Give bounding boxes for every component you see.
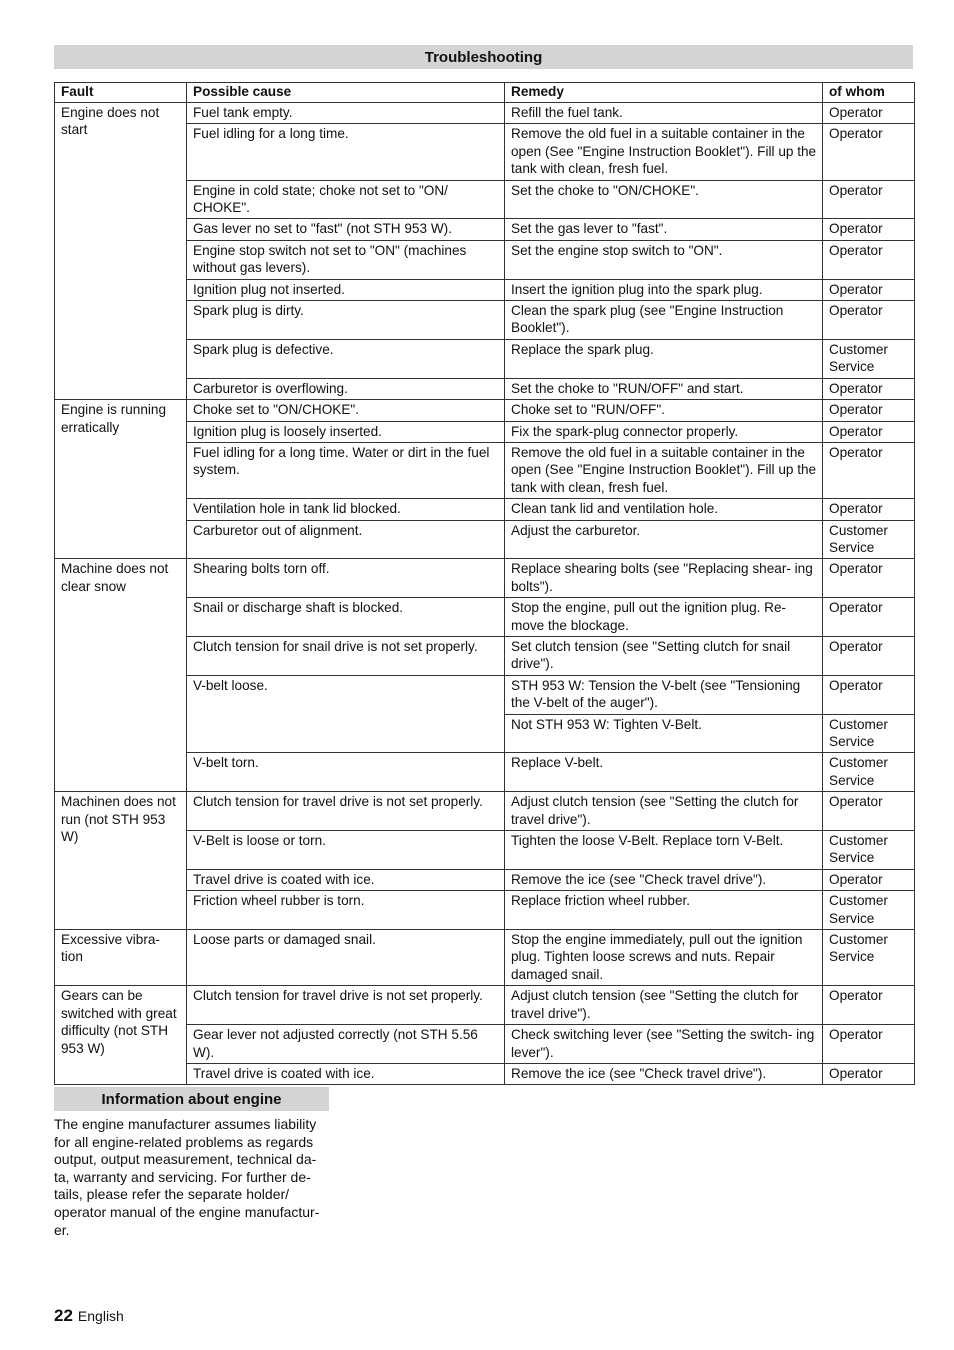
cause-cell: Carburetor out of alignment. [187, 520, 505, 559]
remedy-cell: Stop the engine, pull out the ignition plug. Re- move the blockage. [505, 598, 823, 637]
remedy-cell: Remove the ice (see "Check travel drive"). [505, 869, 823, 890]
remedy-cell: Adjust clutch tension (see "Setting the clutch for travel drive"). [505, 792, 823, 831]
remedy-cell: Replace friction wheel rubber. [505, 891, 823, 930]
who-cell: Operator [823, 1025, 915, 1064]
table-row [55, 986, 915, 1025]
fault-cell: Gears can be switched with great difficulty (not STH 953 W) [55, 986, 187, 1085]
remedy-cell: Replace the spark plug. [505, 339, 823, 378]
remedy-cell: Remove the old fuel in a suitable container in the open (See "Engine Instruction Booklet"). Fill up the tank with clean, fresh fuel. [505, 124, 823, 180]
section-title-engine-info [54, 1087, 329, 1111]
cause-cell: Gas lever no set to "fast" (not STH 953 W). [187, 219, 505, 240]
header-remedy: Remedy [505, 83, 823, 103]
cause-cell: Clutch tension for snail drive is not set properly. [187, 636, 505, 675]
table-row [55, 930, 915, 986]
cause-cell: Clutch tension for travel drive is not set properly. [187, 986, 505, 1025]
remedy-cell: Refill the fuel tank. [505, 103, 823, 124]
who-cell: Operator [823, 301, 915, 340]
cause-cell: Friction wheel rubber is torn. [187, 891, 505, 930]
who-cell: Operator [823, 559, 915, 598]
who-cell: Operator [823, 442, 915, 498]
who-cell: Operator [823, 499, 915, 520]
remedy-cell: Set clutch tension (see "Setting clutch for snail drive"). [505, 636, 823, 675]
header-of-whom: of whom [823, 83, 915, 103]
who-cell: Customer Service [823, 714, 915, 753]
cause-cell: Travel drive is coated with ice. [187, 869, 505, 890]
cause-cell: V-belt loose. [187, 675, 505, 753]
who-cell: Operator [823, 400, 915, 421]
cause-cell: Clutch tension for travel drive is not set properly. [187, 792, 505, 831]
who-cell: Customer Service [823, 930, 915, 986]
who-cell: Operator [823, 869, 915, 890]
page-language: English [77, 1308, 124, 1324]
cause-cell: Spark plug is dirty. [187, 301, 505, 340]
who-cell: Operator [823, 124, 915, 180]
cause-cell: Fuel idling for a long time. [187, 124, 505, 180]
remedy-cell: Remove the old fuel in a suitable container in the open (See "Engine Instruction Booklet"). Fill up the tank with clean, fresh fuel. [505, 442, 823, 498]
who-cell: Customer Service [823, 891, 915, 930]
who-cell: Operator [823, 636, 915, 675]
cause-cell: Ignition plug is loosely inserted. [187, 421, 505, 442]
who-cell: Operator [823, 378, 915, 399]
remedy-cell: Remove the ice (see "Check travel drive"). [505, 1063, 823, 1084]
remedy-cell: Adjust clutch tension (see "Setting the clutch for travel drive"). [505, 986, 823, 1025]
cause-cell: Loose parts or damaged snail. [187, 930, 505, 986]
remedy-cell: Tighten the loose V-Belt. Replace torn V-Belt. [505, 831, 823, 870]
fault-cell: Excessive vibra- tion [55, 930, 187, 986]
remedy-cell: Clean the spark plug (see "Engine Instruction Booklet"). [505, 301, 823, 340]
who-cell: Operator [823, 675, 915, 714]
fault-cell: Engine is running erratically [55, 400, 187, 559]
who-cell: Operator [823, 421, 915, 442]
who-cell: Operator [823, 986, 915, 1025]
cause-cell: Fuel tank empty. [187, 103, 505, 124]
table-row [55, 792, 915, 831]
remedy-cell: Set the choke to "RUN/OFF" and start. [505, 378, 823, 399]
fault-cell: Engine does not start [55, 103, 187, 400]
who-cell: Operator [823, 792, 915, 831]
cause-cell: Travel drive is coated with ice. [187, 1063, 505, 1084]
header-fault: Fault [55, 83, 187, 103]
remedy-cell: Stop the engine immediately, pull out the ignition plug. Tighten loose screws and nuts. Repair damaged snail. [505, 930, 823, 986]
who-cell: Operator [823, 180, 915, 219]
remedy-cell: Replace V-belt. [505, 753, 823, 792]
remedy-cell: Check switching lever (see "Setting the switch- ing lever"). [505, 1025, 823, 1064]
cause-cell: Spark plug is defective. [187, 339, 505, 378]
remedy-cell: STH 953 W: Tension the V-belt (see "Tensioning the V-belt of the auger"). [505, 675, 823, 714]
page-number: 22 [54, 1306, 73, 1325]
remedy-cell: Adjust the carburetor. [505, 520, 823, 559]
cause-cell: Fuel idling for a long time. Water or dirt in the fuel system. [187, 442, 505, 498]
cause-cell: Choke set to "ON/CHOKE". [187, 400, 505, 421]
cause-cell: Gear lever not adjusted correctly (not STH 5.56 W). [187, 1025, 505, 1064]
cause-cell: V-Belt is loose or torn. [187, 831, 505, 870]
who-cell: Customer Service [823, 831, 915, 870]
who-cell: Operator [823, 240, 915, 279]
cause-cell: Engine in cold state; choke not set to "ON/ CHOKE". [187, 180, 505, 219]
who-cell: Operator [823, 1063, 915, 1084]
section-title-troubleshooting [54, 45, 913, 69]
fault-cell: Machine does not clear snow [55, 559, 187, 792]
who-cell: Operator [823, 279, 915, 300]
remedy-cell: Not STH 953 W: Tighten V-Belt. [505, 714, 823, 753]
troubleshooting-table [54, 82, 915, 1085]
cause-cell: V-belt torn. [187, 753, 505, 792]
engine-info-title: Information about engine [101, 1090, 282, 1108]
table-row [55, 400, 915, 421]
who-cell: Customer Service [823, 753, 915, 792]
troubleshooting-table-body [55, 103, 915, 1085]
remedy-cell: Choke set to "RUN/OFF". [505, 400, 823, 421]
remedy-cell: Insert the ignition plug into the spark plug. [505, 279, 823, 300]
table-header-row [55, 83, 915, 103]
remedy-cell: Set the gas lever to "fast". [505, 219, 823, 240]
fault-cell: Machinen does not run (not STH 953 W) [55, 792, 187, 930]
header-possible-cause: Possible cause [187, 83, 505, 103]
remedy-cell: Set the choke to "ON/CHOKE". [505, 180, 823, 219]
cause-cell: Engine stop switch not set to "ON" (machines without gas levers). [187, 240, 505, 279]
remedy-cell: Fix the spark-plug connector properly. [505, 421, 823, 442]
who-cell: Operator [823, 103, 915, 124]
remedy-cell: Set the engine stop switch to "ON". [505, 240, 823, 279]
remedy-cell: Clean tank lid and ventilation hole. [505, 499, 823, 520]
who-cell: Operator [823, 598, 915, 637]
remedy-cell: Replace shearing bolts (see "Replacing shear- ing bolts"). [505, 559, 823, 598]
cause-cell: Shearing bolts torn off. [187, 559, 505, 598]
table-row [55, 559, 915, 598]
table-row [55, 103, 915, 124]
page-footer [54, 1306, 124, 1326]
cause-cell: Ventilation hole in tank lid blocked. [187, 499, 505, 520]
cause-cell: Ignition plug not inserted. [187, 279, 505, 300]
who-cell: Customer Service [823, 520, 915, 559]
engine-info-paragraph: The engine manufacturer assumes liability for all engine-related problems as regards output, output measurement, technical da- ta, warranty and servicing. For further de- tails, please refer the separate holder/ operator manual of the engine manufactur- er. [54, 1116, 320, 1238]
section-title-text: Troubleshooting [424, 48, 543, 66]
cause-cell: Snail or discharge shaft is blocked. [187, 598, 505, 637]
cause-cell: Carburetor is overflowing. [187, 378, 505, 399]
who-cell: Operator [823, 219, 915, 240]
who-cell: Customer Service [823, 339, 915, 378]
